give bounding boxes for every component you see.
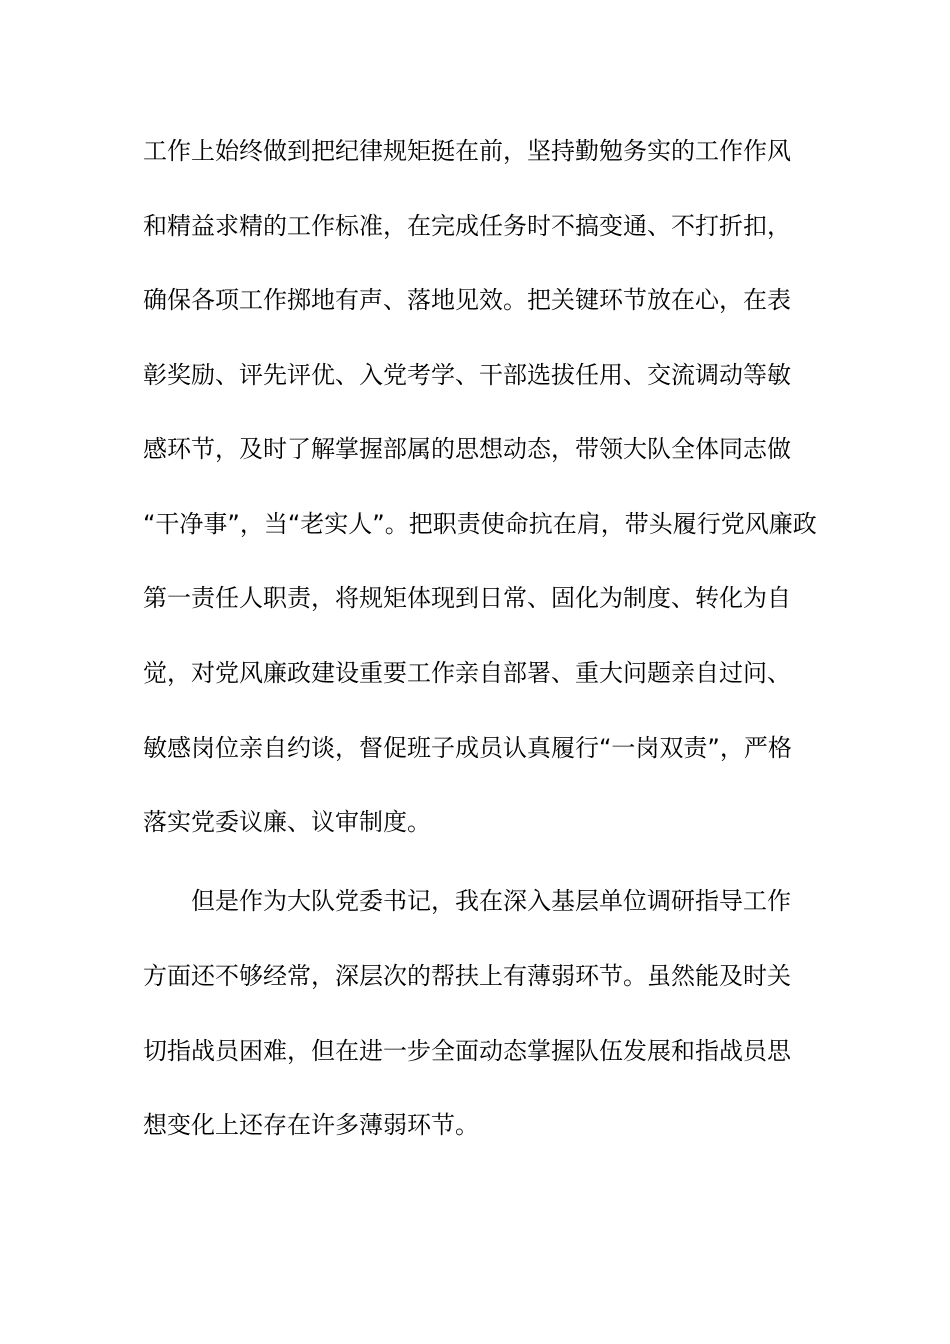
paragraph-1-line: “干净事”，当“老实人”。把职责使命抗在肩，带头履行党风廉政 xyxy=(143,510,817,538)
paragraph-2-line: 切指战员困难，但在进一步全面动态掌握队伍发展和指战员思 xyxy=(143,1037,791,1065)
paragraph-1-line: 感环节，及时了解掌握部属的思想动态，带领大队全体同志做 xyxy=(143,435,791,463)
paragraph-1-line: 敏感岗位亲自约谈，督促班子成员认真履行“一岗双责”，严格 xyxy=(143,734,792,762)
paragraph-2-line: 方面还不够经常，深层次的帮扶上有薄弱环节。虽然能及时关 xyxy=(143,962,791,990)
paragraph-1-line: 确保各项工作掷地有声、落地见效。把关键环节放在心，在表 xyxy=(143,286,791,314)
paragraph-1-line: 工作上始终做到把纪律规矩挺在前，坚持勤勉务实的工作作风 xyxy=(143,137,791,165)
paragraph-1-line: 和精益求精的工作标准，在完成任务时不搞变通、不打折扣， xyxy=(143,212,791,240)
paragraph-2-line: 但是作为大队党委书记，我在深入基层单位调研指导工作 xyxy=(191,887,791,915)
paragraph-2-line: 想变化上还存在许多薄弱环节。 xyxy=(143,1111,479,1139)
paragraph-1-line: 第一责任人职责，将规矩体现到日常、固化为制度、转化为自 xyxy=(143,584,791,612)
paragraph-1-line: 落实党委议廉、议审制度。 xyxy=(143,808,431,836)
paragraph-1-line: 彰奖励、评先评优、入党考学、干部选拔任用、交流调动等敏 xyxy=(143,361,791,389)
paragraph-1-line: 觉，对党风廉政建设重要工作亲自部署、重大问题亲自过问、 xyxy=(143,659,791,687)
